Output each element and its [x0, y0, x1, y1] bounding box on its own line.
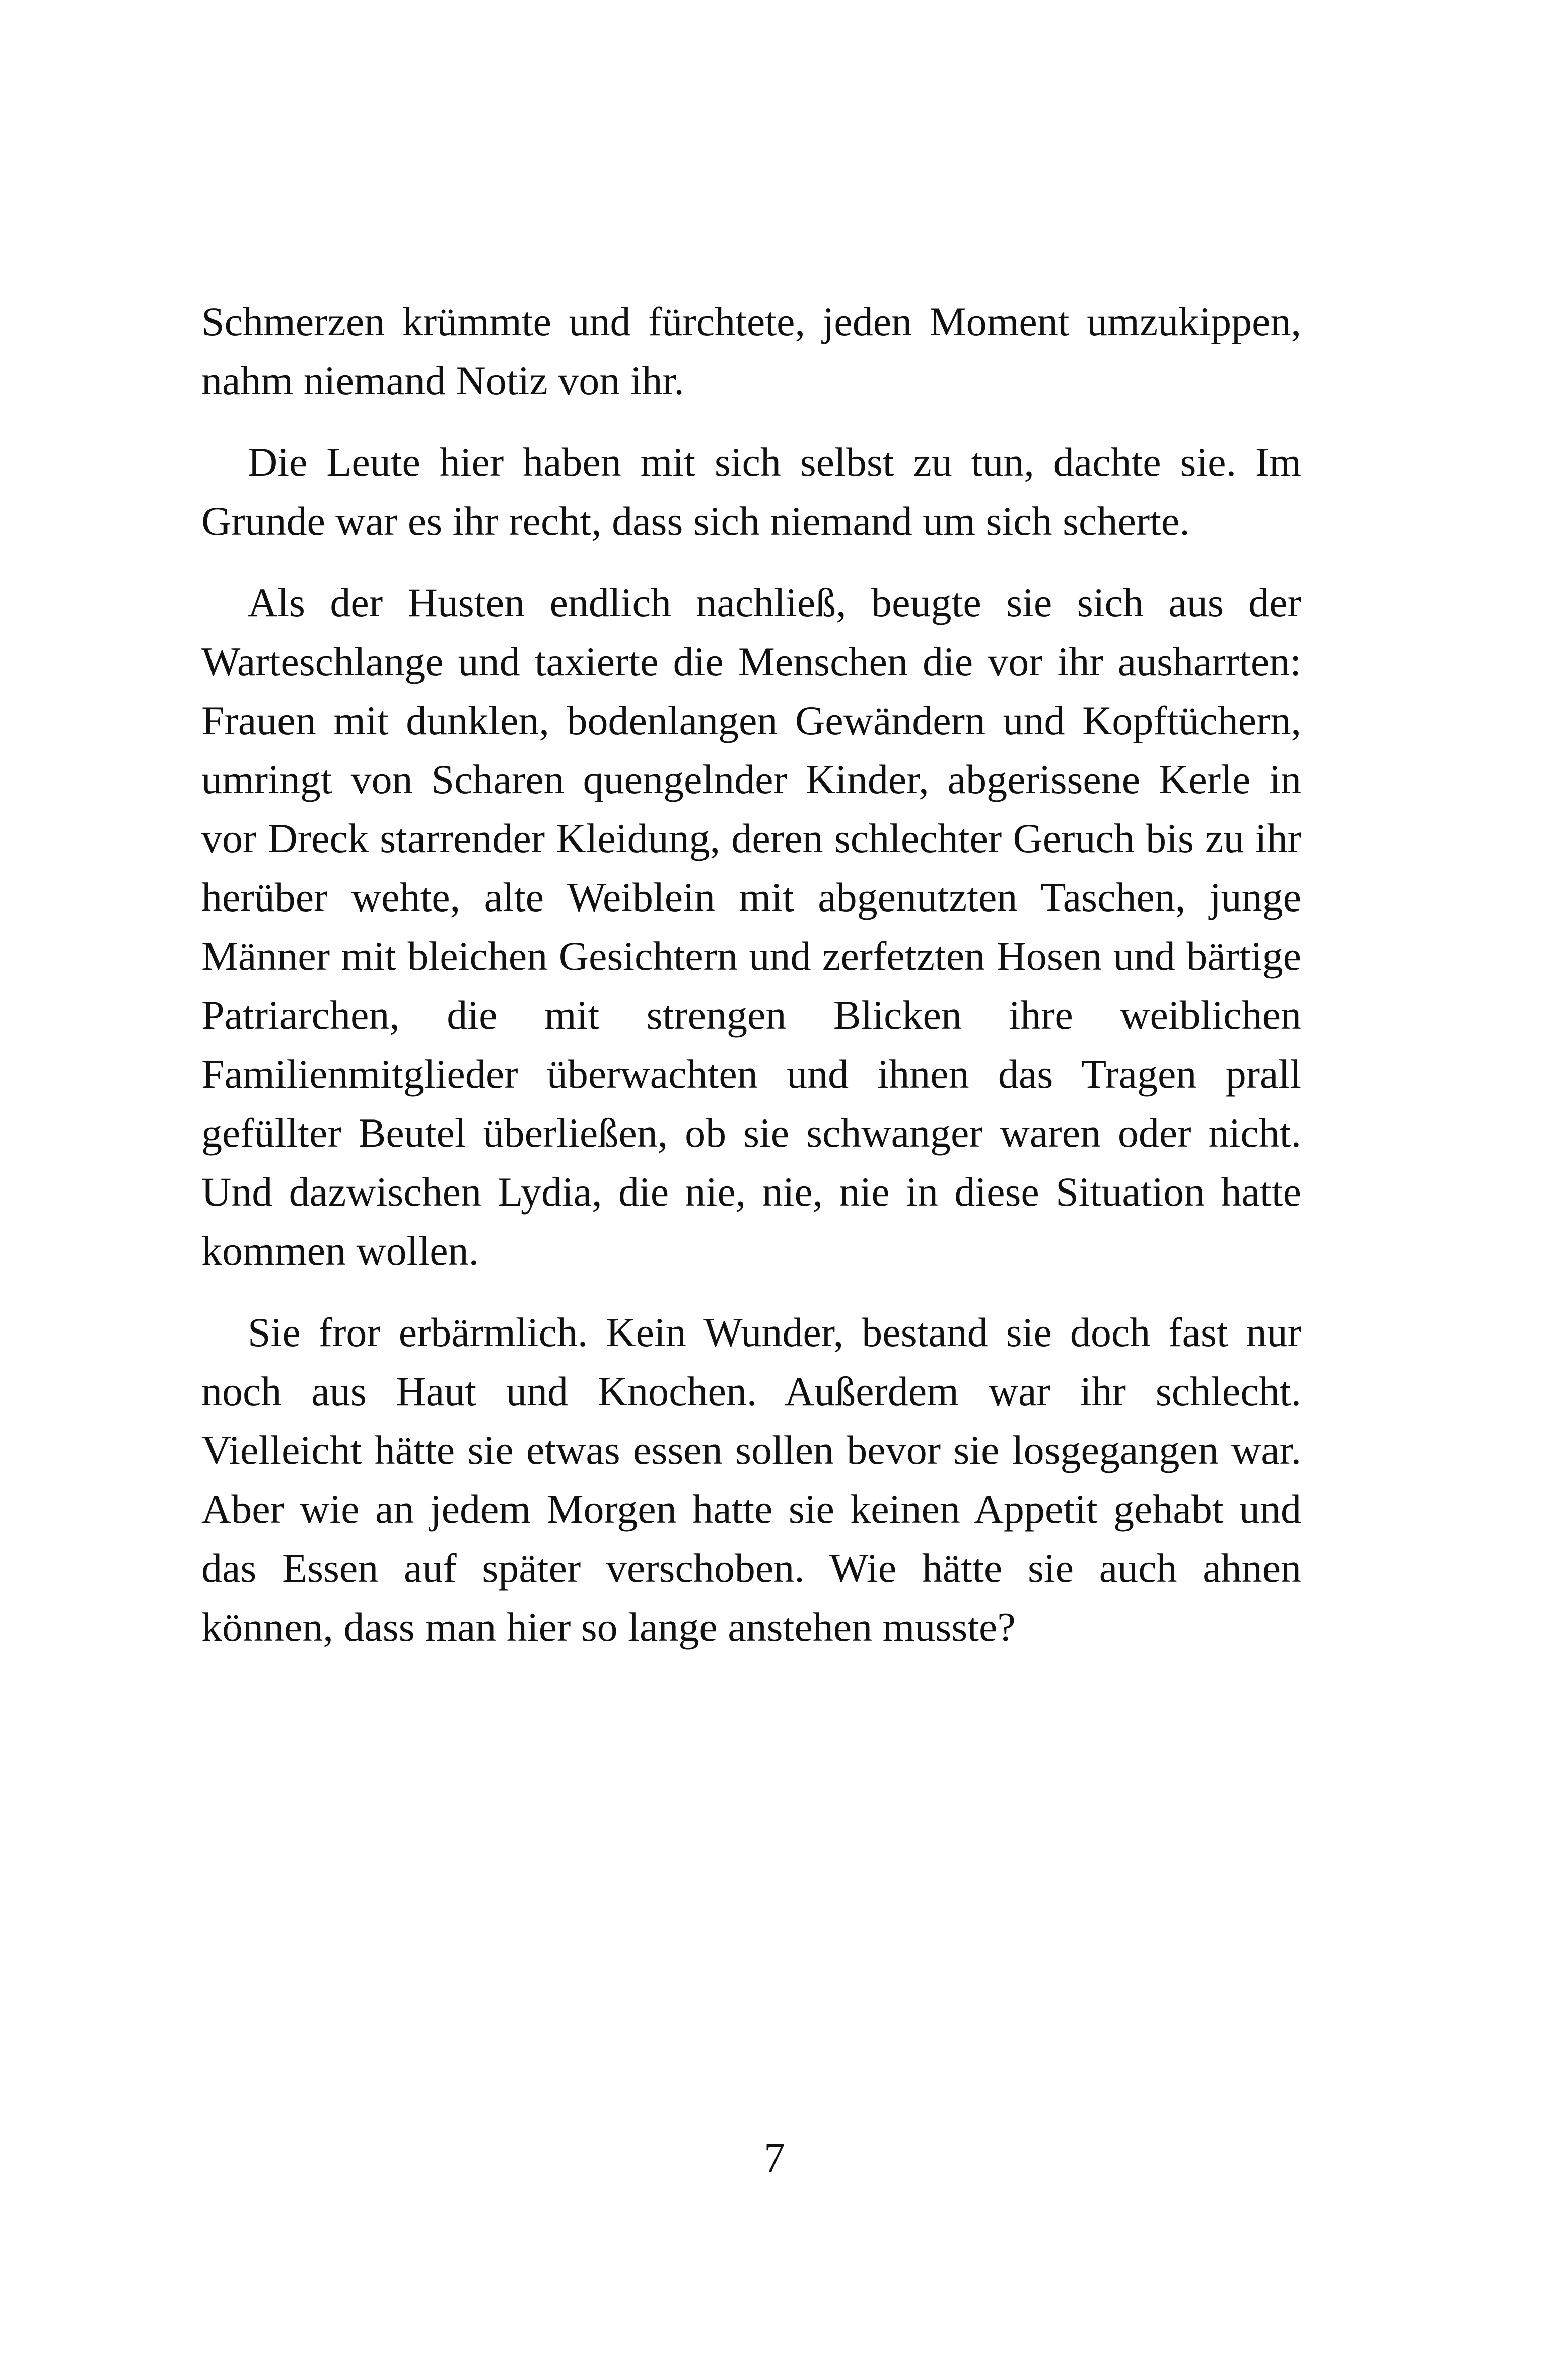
body-text	[201, 292, 1301, 1679]
paragraph-1: Schmerzen krümmte und fürchtete, jeden Moment umzukippen, nahm niemand Notiz von ihr.	[201, 299, 1301, 403]
paragraph-3: Als der Husten endlich nachließ, beugte sie sich aus der Warteschlange und taxierte die Menschen die vor ihr ausharrten: Frauen mit dunklen, bodenlangen Gewändern und Kopftüchern, umringt von Scharen quengelnder Kinder, abgerissene Kerle in vor Dreck starrender Kleidung, deren schlechter Geruch bis zu ihr herüber wehte, alte Weiblein mit abgenutzten Taschen, junge Männer mit bleichen Gesichtern und zerfetzten Hosen und bärtige Patriarchen, die mit strengen Blicken ihre weiblichen Familienmitglieder überwachten und ihnen das Tragen prall gefüllter Beutel überließen, ob sie schwanger waren oder nicht. Und dazwischen Lydia, die nie, nie, nie in diese Situation hatte kommen wollen.	[201, 580, 1301, 1274]
paragraph-4: Sie fror erbärmlich. Kein Wunder, bestand sie doch fast nur noch aus Haut und Knochen. Außerdem war ihr schlecht. Vielleicht hätte sie etwas essen sollen bevor sie losgegangen war. Aber wie an jedem Morgen hatte sie keinen Appetit gehabt und das Essen auf später verschoben. Wie hätte sie auch ahnen können, dass man hier so lange anstehen musste?	[201, 1309, 1301, 1650]
page-number: 7	[764, 2134, 785, 2181]
paragraph-2: Die Leute hier haben mit sich selbst zu tun, dachte sie. Im Grunde war es ihr recht, dass sich niemand um sich scherte.	[201, 439, 1301, 544]
